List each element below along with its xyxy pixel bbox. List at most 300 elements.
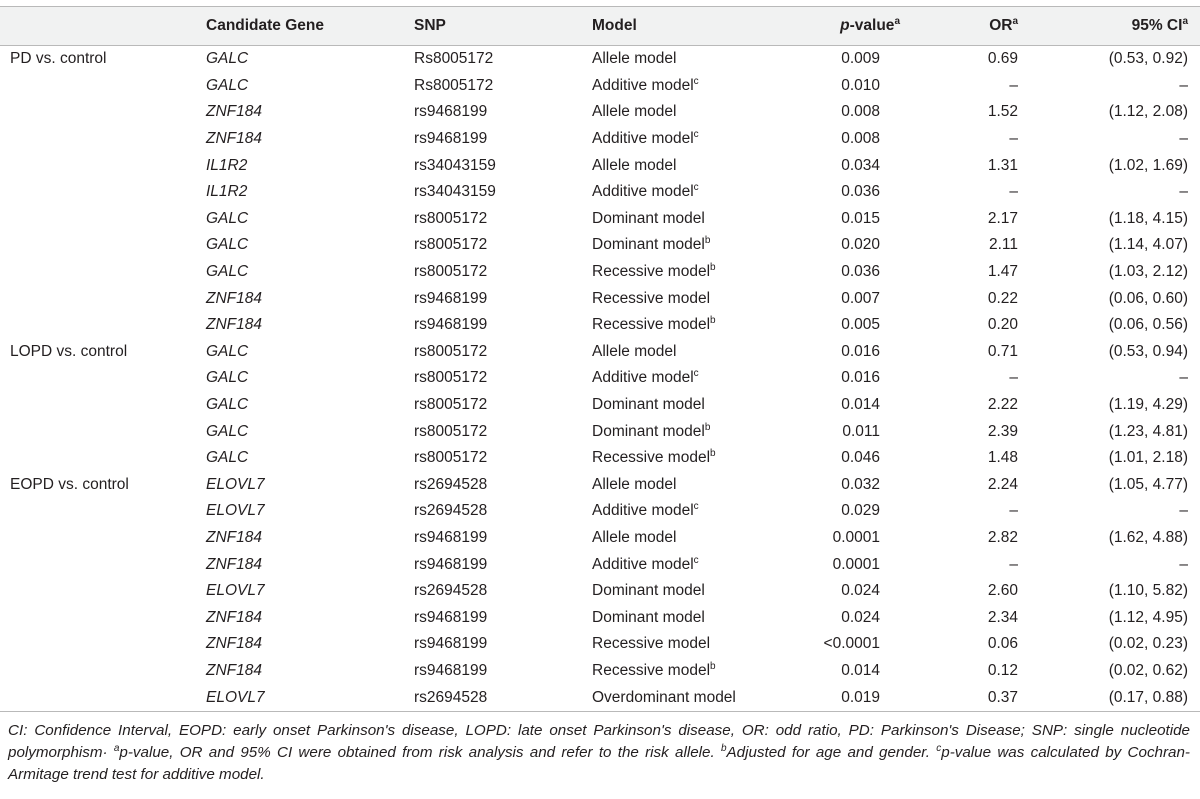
- cell-p-value-text: 0.007: [841, 289, 880, 307]
- table-footnote: [0, 712, 1200, 786]
- cell-or: [922, 339, 1040, 366]
- cell-p-value-text: 0.016: [841, 369, 880, 387]
- table-header: [0, 7, 1200, 46]
- cell-snp-text: Rs8005172: [414, 50, 494, 68]
- cell-snp-text: rs8005172: [414, 422, 488, 440]
- cell-snp-text: rs9468199: [414, 635, 488, 653]
- cell-or: [922, 99, 1040, 126]
- cell-snp: [404, 631, 582, 658]
- cell-comparison: [0, 525, 196, 552]
- cell-model-text: Recessive model: [592, 635, 711, 653]
- cell-or-text: 1.52: [987, 103, 1018, 121]
- cell-ci: [1040, 232, 1200, 259]
- cell-candidate-gene: [196, 445, 404, 472]
- cell-or: [922, 73, 1040, 100]
- cell-ci: [1040, 578, 1200, 605]
- cell-snp: [404, 206, 582, 233]
- cell-p-value: [772, 418, 922, 445]
- cell-snp-text: rs9468199: [414, 289, 488, 307]
- cell-p-value: [772, 99, 922, 126]
- cell-or-text: 0.71: [987, 342, 1018, 360]
- cell-model-text: Recessive model: [592, 449, 711, 467]
- cell-comparison: [0, 232, 196, 259]
- cell-snp: [404, 445, 582, 472]
- cell-candidate-gene: [196, 418, 404, 445]
- cell-candidate-gene-text: ZNF184: [206, 289, 262, 307]
- cell-snp-text: rs9468199: [414, 661, 488, 679]
- cell-ci-text: (1.05, 4.77): [1108, 475, 1188, 493]
- cell-model: [582, 126, 772, 153]
- table-row: [0, 658, 1200, 685]
- cell-snp: [404, 259, 582, 286]
- cell-or-text: 1.31: [987, 156, 1018, 174]
- cell-ci: [1040, 472, 1200, 499]
- cell-candidate-gene: [196, 525, 404, 552]
- cell-model: [582, 392, 772, 419]
- cell-ci: [1040, 312, 1200, 339]
- cell-snp-text: rs9468199: [414, 528, 488, 546]
- header-comparison: [0, 7, 196, 46]
- cell-candidate-gene: [196, 179, 404, 206]
- table-row: [0, 232, 1200, 259]
- cell-p-value-text: 0.0001: [832, 528, 880, 546]
- cell-or: [922, 312, 1040, 339]
- cell-p-value-text: 0.015: [841, 209, 880, 227]
- cell-comparison: [0, 46, 196, 73]
- cell-snp: [404, 312, 582, 339]
- cell-p-value-text: 0.034: [841, 156, 880, 174]
- header-p-rest: -value: [849, 17, 895, 34]
- cell-snp-text: Rs8005172: [414, 76, 494, 94]
- cell-comparison: [0, 259, 196, 286]
- cell-snp: [404, 99, 582, 126]
- cell-ci-text: (0.02, 0.23): [1108, 635, 1188, 653]
- cell-candidate-gene-text: GALC: [206, 396, 249, 414]
- cell-or: [922, 179, 1040, 206]
- cell-comparison: [0, 152, 196, 179]
- cell-candidate-gene-text: ZNF184: [206, 608, 262, 626]
- cell-model-text: Dominant model: [592, 209, 705, 227]
- cell-model-text: Overdominant model: [592, 688, 736, 706]
- cell-or-text: 2.60: [987, 582, 1018, 600]
- cell-snp-text: rs8005172: [414, 209, 488, 227]
- cell-snp-text: rs9468199: [414, 130, 488, 148]
- table-body: [0, 46, 1200, 712]
- cell-comparison: [0, 418, 196, 445]
- cell-or: [922, 232, 1040, 259]
- cell-model: [582, 365, 772, 392]
- cell-candidate-gene: [196, 604, 404, 631]
- cell-or-text: 0.20: [987, 316, 1018, 334]
- cell-ci-text: (1.62, 4.88): [1108, 528, 1188, 546]
- cell-ci-text: –: [1179, 76, 1188, 94]
- cell-ci: [1040, 525, 1200, 552]
- cell-or-text: –: [1009, 76, 1018, 94]
- cell-p-value-text: 0.010: [841, 76, 880, 94]
- cell-candidate-gene-text: GALC: [206, 342, 249, 360]
- model-footnote-marker: b: [710, 315, 716, 327]
- cell-model-text: Additive model: [592, 183, 694, 201]
- cell-candidate-gene-text: GALC: [206, 50, 249, 68]
- cell-model-text: Additive model: [592, 76, 694, 94]
- cell-ci: [1040, 631, 1200, 658]
- cell-snp-text: rs34043159: [414, 183, 496, 201]
- table-row: [0, 73, 1200, 100]
- cell-model: [582, 498, 772, 525]
- header-ci-label: 95% CI: [1131, 17, 1183, 34]
- footnote-b-text: Adjusted for age and gender.: [726, 743, 930, 761]
- cell-candidate-gene-text: GALC: [206, 76, 249, 94]
- cell-candidate-gene-text: IL1R2: [206, 156, 248, 174]
- cell-or-text: –: [1009, 369, 1018, 387]
- cell-comparison: [0, 684, 196, 711]
- cell-p-value-text: 0.024: [841, 608, 880, 626]
- cell-comparison-text: EOPD vs. control: [10, 475, 129, 493]
- table-row: [0, 179, 1200, 206]
- footnote-a-text: p-value, OR and 95% CI were obtained from risk analysis and refer to the risk allele.: [119, 743, 715, 761]
- cell-snp: [404, 525, 582, 552]
- footnote-c-marker: c: [936, 742, 942, 754]
- cell-candidate-gene-text: GALC: [206, 263, 249, 281]
- cell-model-text: Dominant model: [592, 582, 705, 600]
- cell-candidate-gene: [196, 365, 404, 392]
- cell-candidate-gene: [196, 126, 404, 153]
- cell-or: [922, 445, 1040, 472]
- cell-or: [922, 525, 1040, 552]
- footnote-abbreviations: CI: Confidence Interval, EOPD: early onset Parkinson's disease, LOPD: late onset Parkinson's disease, OR: odd ratio, PD: Parkinson's Disease; SNP: single nucleotide polymorphism·: [8, 721, 1190, 761]
- cell-or: [922, 658, 1040, 685]
- cell-or-text: 2.17: [987, 209, 1018, 227]
- cell-model: [582, 285, 772, 312]
- cell-comparison: [0, 658, 196, 685]
- cell-comparison: [0, 339, 196, 366]
- header-ci: [1040, 7, 1200, 46]
- cell-or: [922, 285, 1040, 312]
- cell-or: [922, 392, 1040, 419]
- header-or: [922, 7, 1040, 46]
- cell-p-value: [772, 339, 922, 366]
- model-footnote-marker: b: [710, 261, 716, 273]
- cell-or: [922, 126, 1040, 153]
- cell-ci: [1040, 73, 1200, 100]
- cell-model: [582, 206, 772, 233]
- cell-ci-text: (0.06, 0.60): [1108, 289, 1188, 307]
- cell-ci-text: (1.18, 4.15): [1108, 209, 1188, 227]
- cell-candidate-gene-text: GALC: [206, 422, 249, 440]
- cell-or-text: –: [1009, 183, 1018, 201]
- cell-or-text: 0.69: [987, 50, 1018, 68]
- cell-model-text: Dominant model: [592, 422, 705, 440]
- cell-snp: [404, 73, 582, 100]
- cell-candidate-gene: [196, 498, 404, 525]
- cell-ci: [1040, 604, 1200, 631]
- cell-or: [922, 631, 1040, 658]
- cell-model-text: Dominant model: [592, 236, 705, 254]
- cell-candidate-gene-text: ELOVL7: [206, 688, 265, 706]
- cell-comparison: [0, 179, 196, 206]
- cell-p-value: [772, 392, 922, 419]
- table-row: [0, 99, 1200, 126]
- cell-model-text: Additive model: [592, 502, 694, 520]
- cell-or: [922, 46, 1040, 73]
- cell-comparison: [0, 365, 196, 392]
- table-row: [0, 365, 1200, 392]
- cell-snp: [404, 339, 582, 366]
- cell-or-text: 1.48: [987, 449, 1018, 467]
- cell-candidate-gene: [196, 206, 404, 233]
- cell-candidate-gene-text: GALC: [206, 236, 249, 254]
- cell-candidate-gene-text: IL1R2: [206, 183, 248, 201]
- cell-p-value-text: 0.014: [841, 396, 880, 414]
- cell-candidate-gene: [196, 551, 404, 578]
- cell-candidate-gene: [196, 392, 404, 419]
- cell-comparison: [0, 472, 196, 499]
- cell-snp-text: rs8005172: [414, 342, 488, 360]
- table-row: [0, 152, 1200, 179]
- cell-or: [922, 472, 1040, 499]
- cell-snp-text: rs2694528: [414, 582, 488, 600]
- cell-candidate-gene: [196, 312, 404, 339]
- table-row: [0, 604, 1200, 631]
- cell-ci: [1040, 206, 1200, 233]
- table-row: [0, 46, 1200, 73]
- cell-comparison: [0, 392, 196, 419]
- cell-snp-text: rs8005172: [414, 369, 488, 387]
- table-row: [0, 525, 1200, 552]
- cell-or: [922, 604, 1040, 631]
- header-candidate-gene: Candidate Gene: [196, 7, 404, 46]
- cell-p-value-text: 0.011: [842, 422, 880, 440]
- cell-p-value: [772, 498, 922, 525]
- cell-comparison: [0, 445, 196, 472]
- cell-or: [922, 259, 1040, 286]
- cell-model-text: Allele model: [592, 528, 677, 546]
- table-row: [0, 392, 1200, 419]
- cell-ci: [1040, 179, 1200, 206]
- cell-p-value-text: 0.020: [841, 236, 880, 254]
- cell-candidate-gene-text: ZNF184: [206, 661, 262, 679]
- cell-ci-text: (0.53, 0.94): [1108, 342, 1188, 360]
- cell-p-value: [772, 472, 922, 499]
- cell-candidate-gene-text: ELOVL7: [206, 475, 265, 493]
- header-p-sup: a: [894, 15, 900, 27]
- cell-model: [582, 73, 772, 100]
- cell-model-text: Recessive model: [592, 661, 711, 679]
- cell-or-text: –: [1009, 130, 1018, 148]
- cell-p-value-text: 0.008: [841, 130, 880, 148]
- cell-snp-text: rs9468199: [414, 608, 488, 626]
- table-row: [0, 206, 1200, 233]
- cell-model: [582, 259, 772, 286]
- model-footnote-marker: c: [693, 75, 699, 87]
- cell-model-text: Allele model: [592, 50, 677, 68]
- cell-model-text: Dominant model: [592, 608, 705, 626]
- cell-snp: [404, 46, 582, 73]
- cell-or-text: 0.12: [987, 661, 1018, 679]
- cell-model: [582, 631, 772, 658]
- cell-ci: [1040, 418, 1200, 445]
- table-row: [0, 578, 1200, 605]
- cell-or-text: 0.22: [987, 289, 1018, 307]
- cell-comparison: [0, 285, 196, 312]
- table-row: [0, 285, 1200, 312]
- table-row: [0, 339, 1200, 366]
- cell-ci-text: (0.06, 0.56): [1108, 316, 1188, 334]
- cell-p-value: [772, 73, 922, 100]
- cell-model: [582, 152, 772, 179]
- cell-candidate-gene: [196, 631, 404, 658]
- cell-or-text: 0.37: [987, 688, 1018, 706]
- cell-p-value: [772, 684, 922, 711]
- cell-snp: [404, 152, 582, 179]
- cell-comparison: [0, 578, 196, 605]
- cell-or-text: 0.06: [987, 635, 1018, 653]
- cell-or: [922, 684, 1040, 711]
- cell-snp-text: rs9468199: [414, 555, 488, 573]
- footnote-b-marker: b: [720, 742, 727, 754]
- cell-ci-text: (1.10, 5.82): [1108, 582, 1188, 600]
- cell-model-text: Additive model: [592, 555, 694, 573]
- cell-p-value-text: 0.024: [841, 582, 880, 600]
- cell-model: [582, 46, 772, 73]
- cell-model: [582, 684, 772, 711]
- cell-snp-text: rs9468199: [414, 103, 488, 121]
- cell-ci: [1040, 152, 1200, 179]
- cell-model-text: Recessive model: [592, 289, 711, 307]
- cell-p-value-text: 0.029: [841, 502, 880, 520]
- cell-ci: [1040, 285, 1200, 312]
- cell-comparison: [0, 126, 196, 153]
- cell-p-value: [772, 179, 922, 206]
- cell-model: [582, 99, 772, 126]
- table-row: [0, 684, 1200, 711]
- cell-p-value: [772, 259, 922, 286]
- cell-or: [922, 418, 1040, 445]
- cell-candidate-gene-text: ZNF184: [206, 103, 262, 121]
- cell-ci-text: (1.14, 4.07): [1108, 236, 1188, 254]
- model-footnote-marker: c: [693, 182, 699, 194]
- cell-candidate-gene: [196, 658, 404, 685]
- footnote-a-marker: a: [113, 742, 120, 754]
- cell-model: [582, 578, 772, 605]
- header-or-label: OR: [989, 17, 1013, 34]
- cell-candidate-gene: [196, 472, 404, 499]
- header-snp: SNP: [404, 7, 582, 46]
- cell-comparison: [0, 631, 196, 658]
- cell-or-text: 2.22: [987, 396, 1018, 414]
- model-footnote-marker: c: [693, 128, 699, 140]
- cell-p-value: [772, 312, 922, 339]
- cell-model-text: Allele model: [592, 475, 677, 493]
- cell-or-text: 2.82: [987, 528, 1018, 546]
- cell-model: [582, 179, 772, 206]
- cell-or-text: 2.24: [987, 475, 1018, 493]
- cell-snp-text: rs2694528: [414, 475, 488, 493]
- cell-snp-text: rs8005172: [414, 449, 488, 467]
- cell-snp-text: rs34043159: [414, 156, 496, 174]
- cell-p-value: [772, 445, 922, 472]
- cell-model-text: Allele model: [592, 103, 677, 121]
- cell-ci-text: (0.17, 0.88): [1108, 688, 1188, 706]
- cell-comparison: [0, 498, 196, 525]
- cell-comparison: [0, 99, 196, 126]
- cell-model: [582, 232, 772, 259]
- table-row: [0, 472, 1200, 499]
- cell-or: [922, 498, 1040, 525]
- cell-or-text: –: [1009, 502, 1018, 520]
- cell-p-value: [772, 232, 922, 259]
- cell-model-text: Dominant model: [592, 396, 705, 414]
- cell-ci-text: (1.12, 4.95): [1108, 608, 1188, 626]
- cell-candidate-gene-text: GALC: [206, 209, 249, 227]
- cell-p-value: [772, 658, 922, 685]
- model-footnote-marker: b: [710, 448, 716, 460]
- header-p-value: [772, 7, 922, 46]
- cell-snp: [404, 498, 582, 525]
- cell-model: [582, 339, 772, 366]
- cell-snp: [404, 418, 582, 445]
- cell-comparison-text: LOPD vs. control: [10, 342, 128, 360]
- header-or-sup: a: [1012, 15, 1018, 27]
- cell-model-text: Allele model: [592, 156, 677, 174]
- cell-ci: [1040, 684, 1200, 711]
- cell-p-value: [772, 365, 922, 392]
- cell-ci: [1040, 365, 1200, 392]
- model-footnote-marker: c: [693, 368, 699, 380]
- cell-snp-text: rs8005172: [414, 263, 488, 281]
- cell-ci: [1040, 126, 1200, 153]
- cell-ci: [1040, 498, 1200, 525]
- cell-ci-text: (1.19, 4.29): [1108, 396, 1188, 414]
- table-row: [0, 418, 1200, 445]
- table-row: [0, 312, 1200, 339]
- cell-p-value: [772, 126, 922, 153]
- cell-p-value-text: 0.032: [841, 475, 880, 493]
- cell-candidate-gene-text: ZNF184: [206, 635, 262, 653]
- cell-p-value-text: 0.009: [841, 50, 880, 68]
- model-footnote-marker: c: [693, 501, 699, 513]
- cell-p-value: [772, 46, 922, 73]
- cell-model: [582, 418, 772, 445]
- cell-candidate-gene-text: GALC: [206, 369, 249, 387]
- table-row: [0, 498, 1200, 525]
- model-footnote-marker: b: [710, 660, 716, 672]
- cell-model: [582, 472, 772, 499]
- cell-model-text: Additive model: [592, 130, 694, 148]
- cell-snp: [404, 684, 582, 711]
- cell-candidate-gene-text: ELOVL7: [206, 502, 265, 520]
- cell-or-text: 2.34: [987, 608, 1018, 626]
- cell-candidate-gene-text: GALC: [206, 449, 249, 467]
- cell-ci: [1040, 339, 1200, 366]
- cell-candidate-gene: [196, 339, 404, 366]
- header-model: Model: [582, 7, 772, 46]
- cell-model: [582, 551, 772, 578]
- cell-comparison: [0, 551, 196, 578]
- cell-comparison: [0, 73, 196, 100]
- cell-snp-text: rs9468199: [414, 316, 488, 334]
- model-footnote-marker: b: [704, 421, 711, 433]
- cell-model-text: Recessive model: [592, 263, 711, 281]
- cell-model: [582, 525, 772, 552]
- cell-p-value-text: 0.014: [841, 661, 880, 679]
- cell-ci-text: –: [1179, 183, 1188, 201]
- cell-snp-text: rs8005172: [414, 396, 488, 414]
- cell-comparison-text: PD vs. control: [10, 50, 107, 68]
- cell-snp: [404, 658, 582, 685]
- header-ci-sup: a: [1182, 15, 1188, 27]
- cell-p-value: [772, 525, 922, 552]
